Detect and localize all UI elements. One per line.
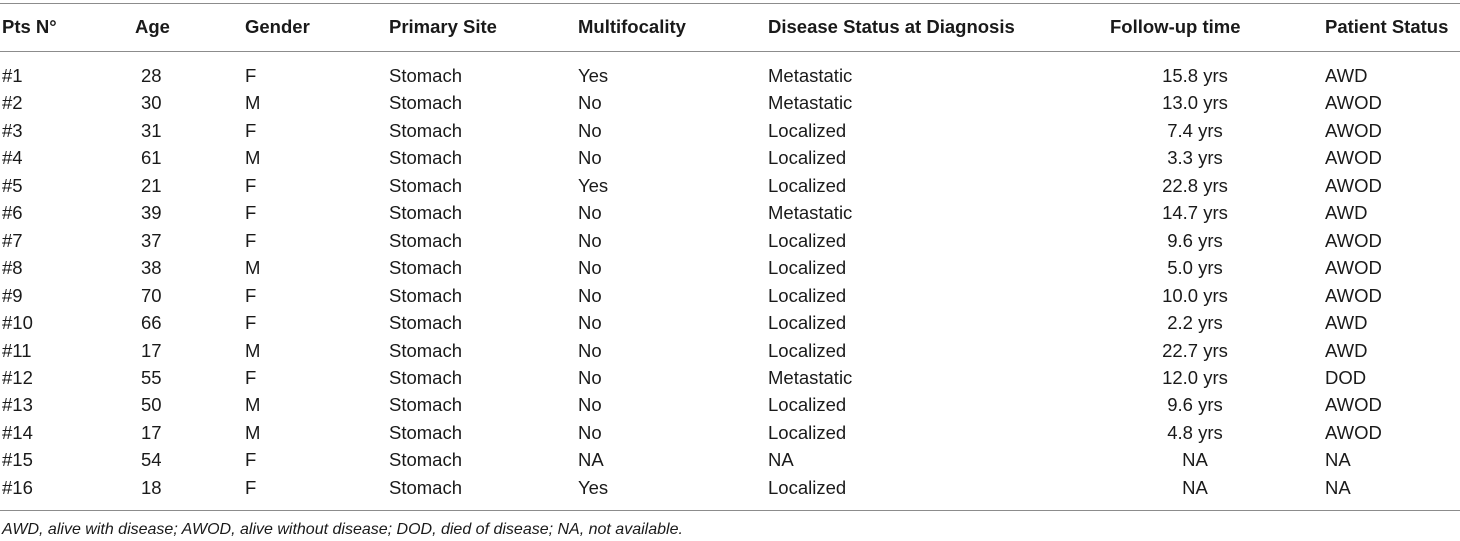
cell-patient-status: NA bbox=[1325, 449, 1351, 471]
cell-pts: #7 bbox=[2, 229, 23, 251]
cell-multifocality: No bbox=[578, 284, 602, 306]
cell-multifocality: No bbox=[578, 421, 602, 443]
cell-patient-status: DOD bbox=[1325, 366, 1367, 388]
cell-pts: #10 bbox=[2, 312, 33, 334]
cell-patient-status: AWOD bbox=[1325, 92, 1382, 114]
cell-pts: #9 bbox=[2, 284, 23, 306]
cell-primary-site: Stomach bbox=[389, 366, 463, 388]
cell-multifocality: Yes bbox=[578, 174, 609, 196]
cell-gender: F bbox=[245, 284, 257, 306]
cell-follow-up: 9.6 yrs bbox=[1167, 229, 1223, 251]
table-row bbox=[0, 117, 1460, 145]
table-top-rule bbox=[0, 3, 1460, 4]
cell-gender: F bbox=[245, 476, 257, 498]
cell-multifocality: Yes bbox=[578, 476, 609, 498]
cell-primary-site: Stomach bbox=[389, 229, 463, 251]
header-disease-status: Disease Status at Diagnosis bbox=[768, 16, 1015, 37]
cell-multifocality: No bbox=[578, 257, 602, 279]
cell-follow-up: 13.0 yrs bbox=[1162, 92, 1228, 114]
cell-patient-status: AWOD bbox=[1325, 257, 1382, 279]
cell-pts: #13 bbox=[2, 394, 33, 416]
cell-primary-site: Stomach bbox=[389, 449, 463, 471]
cell-patient-status: AWD bbox=[1325, 339, 1368, 361]
cell-age: 18 bbox=[141, 476, 162, 498]
cell-age: 50 bbox=[141, 394, 162, 416]
cell-disease-status: Metastatic bbox=[768, 65, 853, 86]
cell-primary-site: Stomach bbox=[389, 339, 463, 361]
cell-age: 66 bbox=[141, 312, 162, 334]
cell-gender: M bbox=[245, 92, 261, 114]
cell-patient-status: NA bbox=[1325, 476, 1351, 498]
cell-disease-status: Localized bbox=[768, 394, 847, 416]
cell-disease-status: Localized bbox=[768, 257, 847, 279]
cell-patient-status: AWOD bbox=[1325, 119, 1382, 141]
cell-patient-status: AWOD bbox=[1325, 394, 1382, 416]
table-row bbox=[0, 172, 1460, 200]
header-gender: Gender bbox=[245, 16, 310, 37]
cell-patient-status: AWD bbox=[1325, 202, 1368, 224]
cell-pts: #5 bbox=[2, 174, 23, 196]
cell-primary-site: Stomach bbox=[389, 421, 463, 443]
table-header-row bbox=[0, 12, 1460, 42]
cell-follow-up: 10.0 yrs bbox=[1162, 284, 1228, 306]
cell-follow-up: 4.8 yrs bbox=[1167, 421, 1223, 443]
cell-disease-status: Localized bbox=[768, 147, 847, 169]
table-footnote: AWD, alive with disease; AWOD, alive without disease; DOD, died of disease; NA, not available. bbox=[2, 521, 683, 538]
cell-pts: #16 bbox=[2, 476, 33, 498]
cell-gender: F bbox=[245, 312, 257, 334]
cell-gender: M bbox=[245, 394, 261, 416]
cell-primary-site: Stomach bbox=[389, 476, 463, 498]
cell-multifocality: No bbox=[578, 119, 602, 141]
cell-gender: F bbox=[245, 174, 257, 196]
cell-gender: M bbox=[245, 257, 261, 279]
cell-primary-site: Stomach bbox=[389, 92, 463, 114]
cell-patient-status: AWD bbox=[1325, 65, 1368, 86]
cell-primary-site: Stomach bbox=[389, 65, 463, 86]
cell-disease-status: Localized bbox=[768, 174, 847, 196]
cell-pts: #3 bbox=[2, 119, 23, 141]
header-follow-up: Follow-up time bbox=[1110, 16, 1241, 37]
cell-disease-status: Localized bbox=[768, 312, 847, 334]
cell-patient-status: AWOD bbox=[1325, 147, 1382, 169]
cell-pts: #15 bbox=[2, 449, 33, 471]
cell-pts: #12 bbox=[2, 366, 33, 388]
cell-primary-site: Stomach bbox=[389, 174, 463, 196]
cell-age: 70 bbox=[141, 284, 162, 306]
cell-disease-status: NA bbox=[768, 449, 794, 471]
cell-follow-up: 12.0 yrs bbox=[1162, 366, 1228, 388]
cell-gender: F bbox=[245, 119, 257, 141]
table-row bbox=[0, 391, 1460, 419]
cell-age: 17 bbox=[141, 339, 162, 361]
cell-multifocality: NA bbox=[578, 449, 604, 471]
cell-pts: #11 bbox=[2, 339, 32, 361]
cell-follow-up: 3.3 yrs bbox=[1167, 147, 1223, 169]
cell-gender: M bbox=[245, 421, 261, 443]
table-row bbox=[0, 474, 1460, 502]
cell-follow-up: 7.4 yrs bbox=[1167, 119, 1223, 141]
header-patient-status: Patient Status bbox=[1325, 16, 1449, 37]
cell-follow-up: 2.2 yrs bbox=[1167, 312, 1223, 334]
cell-patient-status: AWOD bbox=[1325, 229, 1382, 251]
cell-age: 54 bbox=[141, 449, 162, 471]
table-row bbox=[0, 337, 1460, 365]
cell-follow-up: 15.8 yrs bbox=[1162, 65, 1228, 86]
cell-disease-status: Metastatic bbox=[768, 92, 853, 114]
cell-patient-status: AWD bbox=[1325, 312, 1368, 334]
cell-gender: F bbox=[245, 229, 257, 251]
cell-multifocality: No bbox=[578, 202, 602, 224]
cell-patient-status: AWOD bbox=[1325, 284, 1382, 306]
cell-primary-site: Stomach bbox=[389, 394, 463, 416]
table-bottom-rule bbox=[0, 510, 1460, 511]
cell-age: 28 bbox=[141, 65, 162, 86]
table-row bbox=[0, 446, 1460, 474]
cell-follow-up: 14.7 yrs bbox=[1162, 202, 1228, 224]
cell-multifocality: No bbox=[578, 92, 602, 114]
cell-multifocality: No bbox=[578, 229, 602, 251]
cell-primary-site: Stomach bbox=[389, 202, 463, 224]
cell-primary-site: Stomach bbox=[389, 312, 463, 334]
header-age: Age bbox=[135, 16, 170, 37]
cell-follow-up: 5.0 yrs bbox=[1167, 257, 1223, 279]
cell-disease-status: Localized bbox=[768, 339, 847, 361]
cell-primary-site: Stomach bbox=[389, 257, 463, 279]
cell-age: 38 bbox=[141, 257, 162, 279]
cell-age: 17 bbox=[141, 421, 162, 443]
table-row bbox=[0, 62, 1460, 90]
cell-primary-site: Stomach bbox=[389, 147, 463, 169]
cell-gender: M bbox=[245, 339, 261, 361]
cell-disease-status: Metastatic bbox=[768, 366, 853, 388]
cell-pts: #6 bbox=[2, 202, 23, 224]
cell-follow-up: NA bbox=[1182, 449, 1208, 471]
cell-multifocality: No bbox=[578, 312, 602, 334]
cell-primary-site: Stomach bbox=[389, 284, 463, 306]
table-row bbox=[0, 89, 1460, 117]
cell-follow-up: 9.6 yrs bbox=[1167, 394, 1223, 416]
cell-pts: #2 bbox=[2, 92, 23, 114]
cell-disease-status: Localized bbox=[768, 421, 847, 443]
header-multifocality: Multifocality bbox=[578, 16, 686, 37]
cell-gender: F bbox=[245, 65, 257, 86]
cell-age: 30 bbox=[141, 92, 162, 114]
table-row bbox=[0, 227, 1460, 255]
cell-multifocality: No bbox=[578, 147, 602, 169]
cell-patient-status: AWOD bbox=[1325, 174, 1382, 196]
cell-pts: #4 bbox=[2, 147, 23, 169]
table-row bbox=[0, 254, 1460, 282]
cell-pts: #14 bbox=[2, 421, 33, 443]
cell-multifocality: No bbox=[578, 366, 602, 388]
cell-disease-status: Metastatic bbox=[768, 202, 853, 224]
cell-age: 37 bbox=[141, 229, 162, 251]
cell-age: 61 bbox=[141, 147, 162, 169]
cell-gender: F bbox=[245, 449, 257, 471]
cell-age: 31 bbox=[141, 119, 162, 141]
cell-follow-up: NA bbox=[1182, 476, 1208, 498]
cell-age: 21 bbox=[141, 174, 162, 196]
table-row bbox=[0, 199, 1460, 227]
cell-pts: #1 bbox=[2, 65, 23, 86]
header-pts: Pts N° bbox=[2, 16, 57, 37]
cell-follow-up: 22.8 yrs bbox=[1162, 174, 1228, 196]
cell-age: 55 bbox=[141, 366, 162, 388]
table-row bbox=[0, 282, 1460, 310]
cell-gender: F bbox=[245, 202, 257, 224]
cell-multifocality: No bbox=[578, 339, 602, 361]
table-row bbox=[0, 309, 1460, 337]
cell-gender: M bbox=[245, 147, 261, 169]
cell-pts: #8 bbox=[2, 257, 23, 279]
cell-age: 39 bbox=[141, 202, 162, 224]
header-primary-site: Primary Site bbox=[389, 16, 497, 37]
cell-multifocality: Yes bbox=[578, 65, 609, 86]
table-row bbox=[0, 364, 1460, 392]
cell-primary-site: Stomach bbox=[389, 119, 463, 141]
cell-disease-status: Localized bbox=[768, 229, 847, 251]
table-header-rule bbox=[0, 51, 1460, 52]
cell-patient-status: AWOD bbox=[1325, 421, 1382, 443]
table-row bbox=[0, 419, 1460, 447]
cell-follow-up: 22.7 yrs bbox=[1162, 339, 1228, 361]
cell-disease-status: Localized bbox=[768, 119, 847, 141]
cell-gender: F bbox=[245, 366, 257, 388]
cell-disease-status: Localized bbox=[768, 284, 847, 306]
table-row bbox=[0, 144, 1460, 172]
cell-multifocality: No bbox=[578, 394, 602, 416]
cell-disease-status: Localized bbox=[768, 476, 847, 498]
